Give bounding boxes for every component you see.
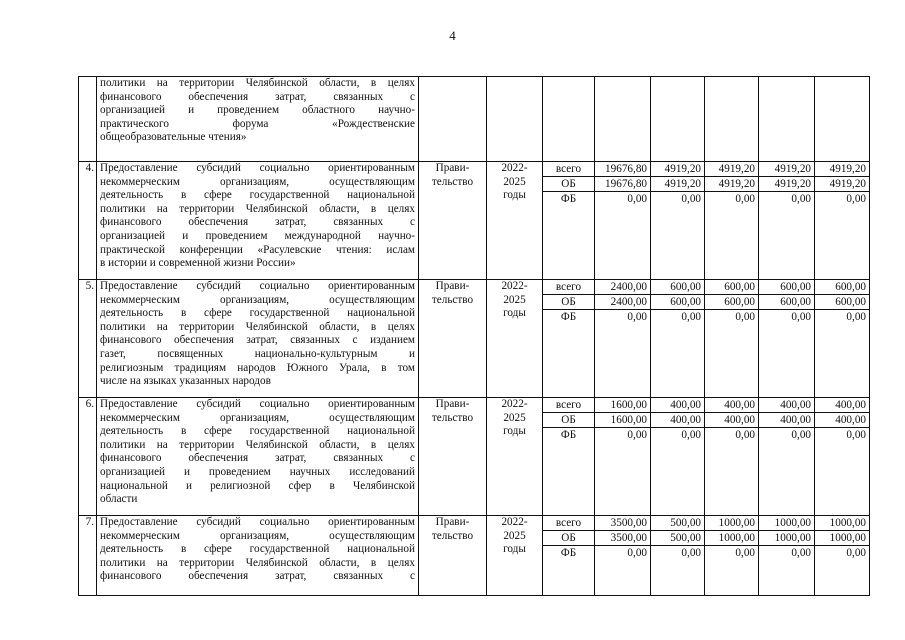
description-line: Предоставление субсидий социально ориентированным — [100, 280, 415, 292]
executor-line: тельство — [431, 411, 474, 424]
funding-source-cell: ОБ — [543, 413, 594, 428]
years-line — [490, 103, 539, 116]
description-line: политики на территории Челябинской области, в целях — [100, 202, 415, 215]
value-cell: 600,00 — [705, 280, 758, 295]
years-line: 2022- — [501, 162, 528, 174]
value-cell: 500,00 — [651, 531, 704, 546]
row-value-column — [651, 162, 705, 280]
value-cell: 600,00 — [759, 280, 814, 295]
description-line: Предоставление субсидий социально ориентированным — [100, 516, 415, 528]
description-line: религиозным традициям народов Южного Урала, в том — [100, 361, 415, 374]
value-cell: 0,00 — [791, 429, 811, 441]
row-funding-source — [543, 280, 595, 398]
executor-line: Прави- — [435, 516, 470, 528]
value-cell: 600,00 — [815, 295, 869, 310]
description-line: деятельность в сфере государственной национальной — [100, 425, 415, 438]
description-line: практической конференции «Расулевские чтения: ислам — [100, 243, 415, 256]
executor-line: Прави- — [435, 162, 470, 174]
row-description — [97, 398, 419, 516]
row-value-column — [705, 516, 759, 596]
row-funding-source — [543, 398, 595, 516]
row-value-column — [651, 398, 705, 516]
value-cell: 500,00 — [651, 516, 704, 531]
row-description — [97, 162, 419, 280]
row-value-column — [705, 398, 759, 516]
funding-source-cell: ФБ — [560, 311, 577, 323]
row-years — [487, 162, 543, 280]
description-line: практического форума «Рождественские — [100, 117, 415, 130]
description-line: финансового обеспечения затрат, связанных с — [100, 452, 415, 465]
row-value-column — [815, 516, 870, 596]
executor-line — [422, 90, 483, 103]
value-cell: 4919,20 — [651, 177, 704, 192]
description-line: Предоставление субсидий социально ориентированным — [100, 162, 415, 174]
years-line: 2025 — [503, 529, 526, 542]
value-cell: 0,00 — [791, 193, 811, 205]
value-cell: 1600,00 — [595, 398, 650, 413]
description-line: области — [100, 493, 138, 506]
row-value-column — [759, 77, 815, 162]
value-cell: 1000,00 — [815, 531, 869, 546]
executor-line: тельство — [431, 175, 474, 188]
funding-source-cell: ФБ — [560, 547, 577, 559]
description-line: некоммерческим организациям, осуществляющим — [100, 293, 415, 306]
row-number: 6. — [79, 398, 97, 516]
description-line: деятельность в сфере государственной национальной — [100, 189, 415, 202]
value-cell: 1000,00 — [759, 516, 814, 531]
table-row — [79, 516, 870, 596]
value-cell: 0,00 — [681, 547, 701, 559]
value-cell: 400,00 — [651, 398, 704, 413]
value-cell: 0,00 — [627, 547, 647, 559]
row-executor — [419, 77, 487, 162]
years-line: годы — [503, 307, 526, 320]
row-value-column — [815, 162, 870, 280]
value-cell: 0,00 — [681, 311, 701, 323]
table-row — [79, 398, 870, 516]
row-years — [487, 280, 543, 398]
row-executor — [419, 280, 487, 398]
value-cell: 1000,00 — [815, 516, 869, 531]
years-line: 2022- — [501, 516, 528, 528]
executor-line: тельство — [431, 293, 474, 306]
years-line: 2025 — [503, 175, 526, 188]
row-value-column — [759, 162, 815, 280]
value-cell: 0,00 — [627, 429, 647, 441]
value-cell: 0,00 — [627, 193, 647, 205]
description-line: деятельность в сфере государственной национальной — [100, 543, 415, 556]
value-cell: 0,00 — [846, 193, 866, 205]
row-description — [97, 280, 419, 398]
row-value-column — [815, 77, 870, 162]
row-value-column — [595, 162, 651, 280]
value-cell: 0,00 — [735, 193, 755, 205]
value-cell: 600,00 — [759, 295, 814, 310]
funding-source-cell: ОБ — [543, 295, 594, 310]
value-cell: 400,00 — [705, 413, 758, 428]
value-cell: 4919,20 — [705, 177, 758, 192]
years-line — [490, 90, 539, 103]
row-value-column — [705, 77, 759, 162]
value-cell: 0,00 — [681, 193, 701, 205]
value-cell: 0,00 — [846, 547, 866, 559]
value-cell: 0,00 — [791, 311, 811, 323]
value-cell: 2400,00 — [595, 295, 650, 310]
value-cell: 4919,20 — [705, 162, 758, 177]
value-cell: 1600,00 — [595, 413, 650, 428]
description-line: финансового обеспечения затрат, связанных с — [100, 570, 415, 583]
row-value-column — [759, 398, 815, 516]
value-cell: 4919,20 — [651, 162, 704, 177]
funding-source-cell: всего — [543, 516, 594, 531]
value-cell: 600,00 — [651, 295, 704, 310]
row-value-column — [759, 516, 815, 596]
value-cell: 1000,00 — [705, 516, 758, 531]
value-cell: 0,00 — [791, 547, 811, 559]
row-description — [97, 77, 419, 162]
value-cell: 600,00 — [815, 280, 869, 295]
row-number: 7. — [79, 516, 97, 596]
description-line: общеобразовательные чтения» — [100, 131, 247, 144]
value-cell: 400,00 — [705, 398, 758, 413]
executor-line: тельство — [431, 529, 474, 542]
value-cell: 400,00 — [759, 398, 814, 413]
row-funding-source — [543, 77, 595, 162]
value-cell: 400,00 — [815, 413, 869, 428]
row-number: 4. — [79, 162, 97, 280]
funding-source-cell: ФБ — [560, 429, 577, 441]
value-cell: 3500,00 — [595, 531, 650, 546]
years-line: 2022- — [501, 398, 528, 410]
value-cell: 0,00 — [735, 429, 755, 441]
description-line: Предоставление субсидий социально ориентированным — [100, 398, 415, 410]
description-line: финансового обеспечения затрат, связанных с — [100, 216, 415, 229]
years-line: годы — [503, 189, 526, 202]
value-cell: 2400,00 — [595, 280, 650, 295]
description-line: финансового обеспечения затрат, связанных с изданием — [100, 334, 415, 347]
value-cell: 0,00 — [681, 429, 701, 441]
value-cell: 19676,80 — [595, 177, 650, 192]
row-value-column — [815, 398, 870, 516]
description-line: национальной и религиозной сфер в Челябинской — [100, 479, 415, 492]
value-cell: 4919,20 — [759, 177, 814, 192]
years-line: 2025 — [503, 293, 526, 306]
funding-source-cell: всего — [543, 162, 594, 177]
executor-line: Прави- — [435, 280, 470, 292]
value-cell: 1000,00 — [759, 531, 814, 546]
row-value-column — [595, 77, 651, 162]
row-value-column — [595, 516, 651, 596]
value-cell: 4919,20 — [759, 162, 814, 177]
value-cell: 400,00 — [815, 398, 869, 413]
value-cell: 400,00 — [759, 413, 814, 428]
funding-source-cell: ФБ — [560, 193, 577, 205]
value-cell: 600,00 — [651, 280, 704, 295]
value-cell: 0,00 — [846, 311, 866, 323]
row-value-column — [595, 280, 651, 398]
table-row — [79, 280, 870, 398]
row-number: 5. — [79, 280, 97, 398]
description-line: некоммерческим организациям, осуществляющим — [100, 175, 415, 188]
table-row — [79, 162, 870, 280]
row-value-column — [651, 516, 705, 596]
value-cell: 3500,00 — [595, 516, 650, 531]
value-cell: 19676,80 — [595, 162, 650, 177]
value-cell: 0,00 — [627, 311, 647, 323]
row-funding-source — [543, 162, 595, 280]
executor-line — [422, 77, 483, 90]
row-value-column — [595, 398, 651, 516]
description-line: деятельность в сфере государственной национальной — [100, 307, 415, 320]
row-funding-source — [543, 516, 595, 596]
value-cell: 4919,20 — [815, 177, 869, 192]
row-years — [487, 516, 543, 596]
years-line: годы — [503, 425, 526, 438]
executor-line: Прави- — [435, 398, 470, 410]
page-number: 4 — [449, 28, 456, 43]
funding-source-cell: всего — [543, 280, 594, 295]
row-description — [97, 516, 419, 596]
row-value-column — [815, 280, 870, 398]
description-line: числе на языках указанных народов — [100, 375, 271, 388]
description-line: политики на территории Челябинской области, в целях — [100, 438, 415, 451]
table-row — [79, 77, 870, 162]
description-line: некоммерческим организациям, осуществляющим — [100, 411, 415, 424]
description-line: организацией и проведением международной научно- — [100, 229, 415, 242]
row-executor — [419, 162, 487, 280]
description-line: организацией и проведением областного научно- — [100, 104, 415, 117]
row-executor — [419, 516, 487, 596]
row-value-column — [759, 280, 815, 398]
row-value-column — [705, 162, 759, 280]
budget-table — [78, 76, 870, 596]
value-cell: 4919,20 — [815, 162, 869, 177]
description-line: финансового обеспечения затрат, связанных с — [100, 90, 415, 103]
description-line: в истории и современной жизни России» — [100, 257, 296, 270]
description-line: организацией и проведением научных исследований — [100, 465, 415, 478]
funding-source-cell: ОБ — [543, 531, 594, 546]
row-executor — [419, 398, 487, 516]
funding-source-cell: всего — [543, 398, 594, 413]
description-line: политики на территории Челябинской области, в целях — [100, 320, 415, 333]
description-line: политики на территории Челябинской области, в целях — [100, 556, 415, 569]
row-value-column — [651, 280, 705, 398]
value-cell: 0,00 — [846, 429, 866, 441]
row-years — [487, 77, 543, 162]
funding-source-cell: ОБ — [543, 177, 594, 192]
value-cell: 0,00 — [735, 547, 755, 559]
row-number — [79, 77, 97, 162]
value-cell: 600,00 — [705, 295, 758, 310]
value-cell: 0,00 — [735, 311, 755, 323]
row-years — [487, 398, 543, 516]
years-line — [490, 77, 539, 90]
description-line: политики на территории Челябинской области, в целях — [100, 77, 415, 89]
description-line: некоммерческим организациям, осуществляющим — [100, 529, 415, 542]
years-line: 2025 — [503, 411, 526, 424]
row-value-column — [705, 280, 759, 398]
value-cell: 1000,00 — [705, 531, 758, 546]
years-line: 2022- — [501, 280, 528, 292]
row-value-column — [651, 77, 705, 162]
value-cell: 400,00 — [651, 413, 704, 428]
years-line: годы — [503, 543, 526, 556]
description-line: газет, посвященных национально-культурным и — [100, 347, 415, 360]
